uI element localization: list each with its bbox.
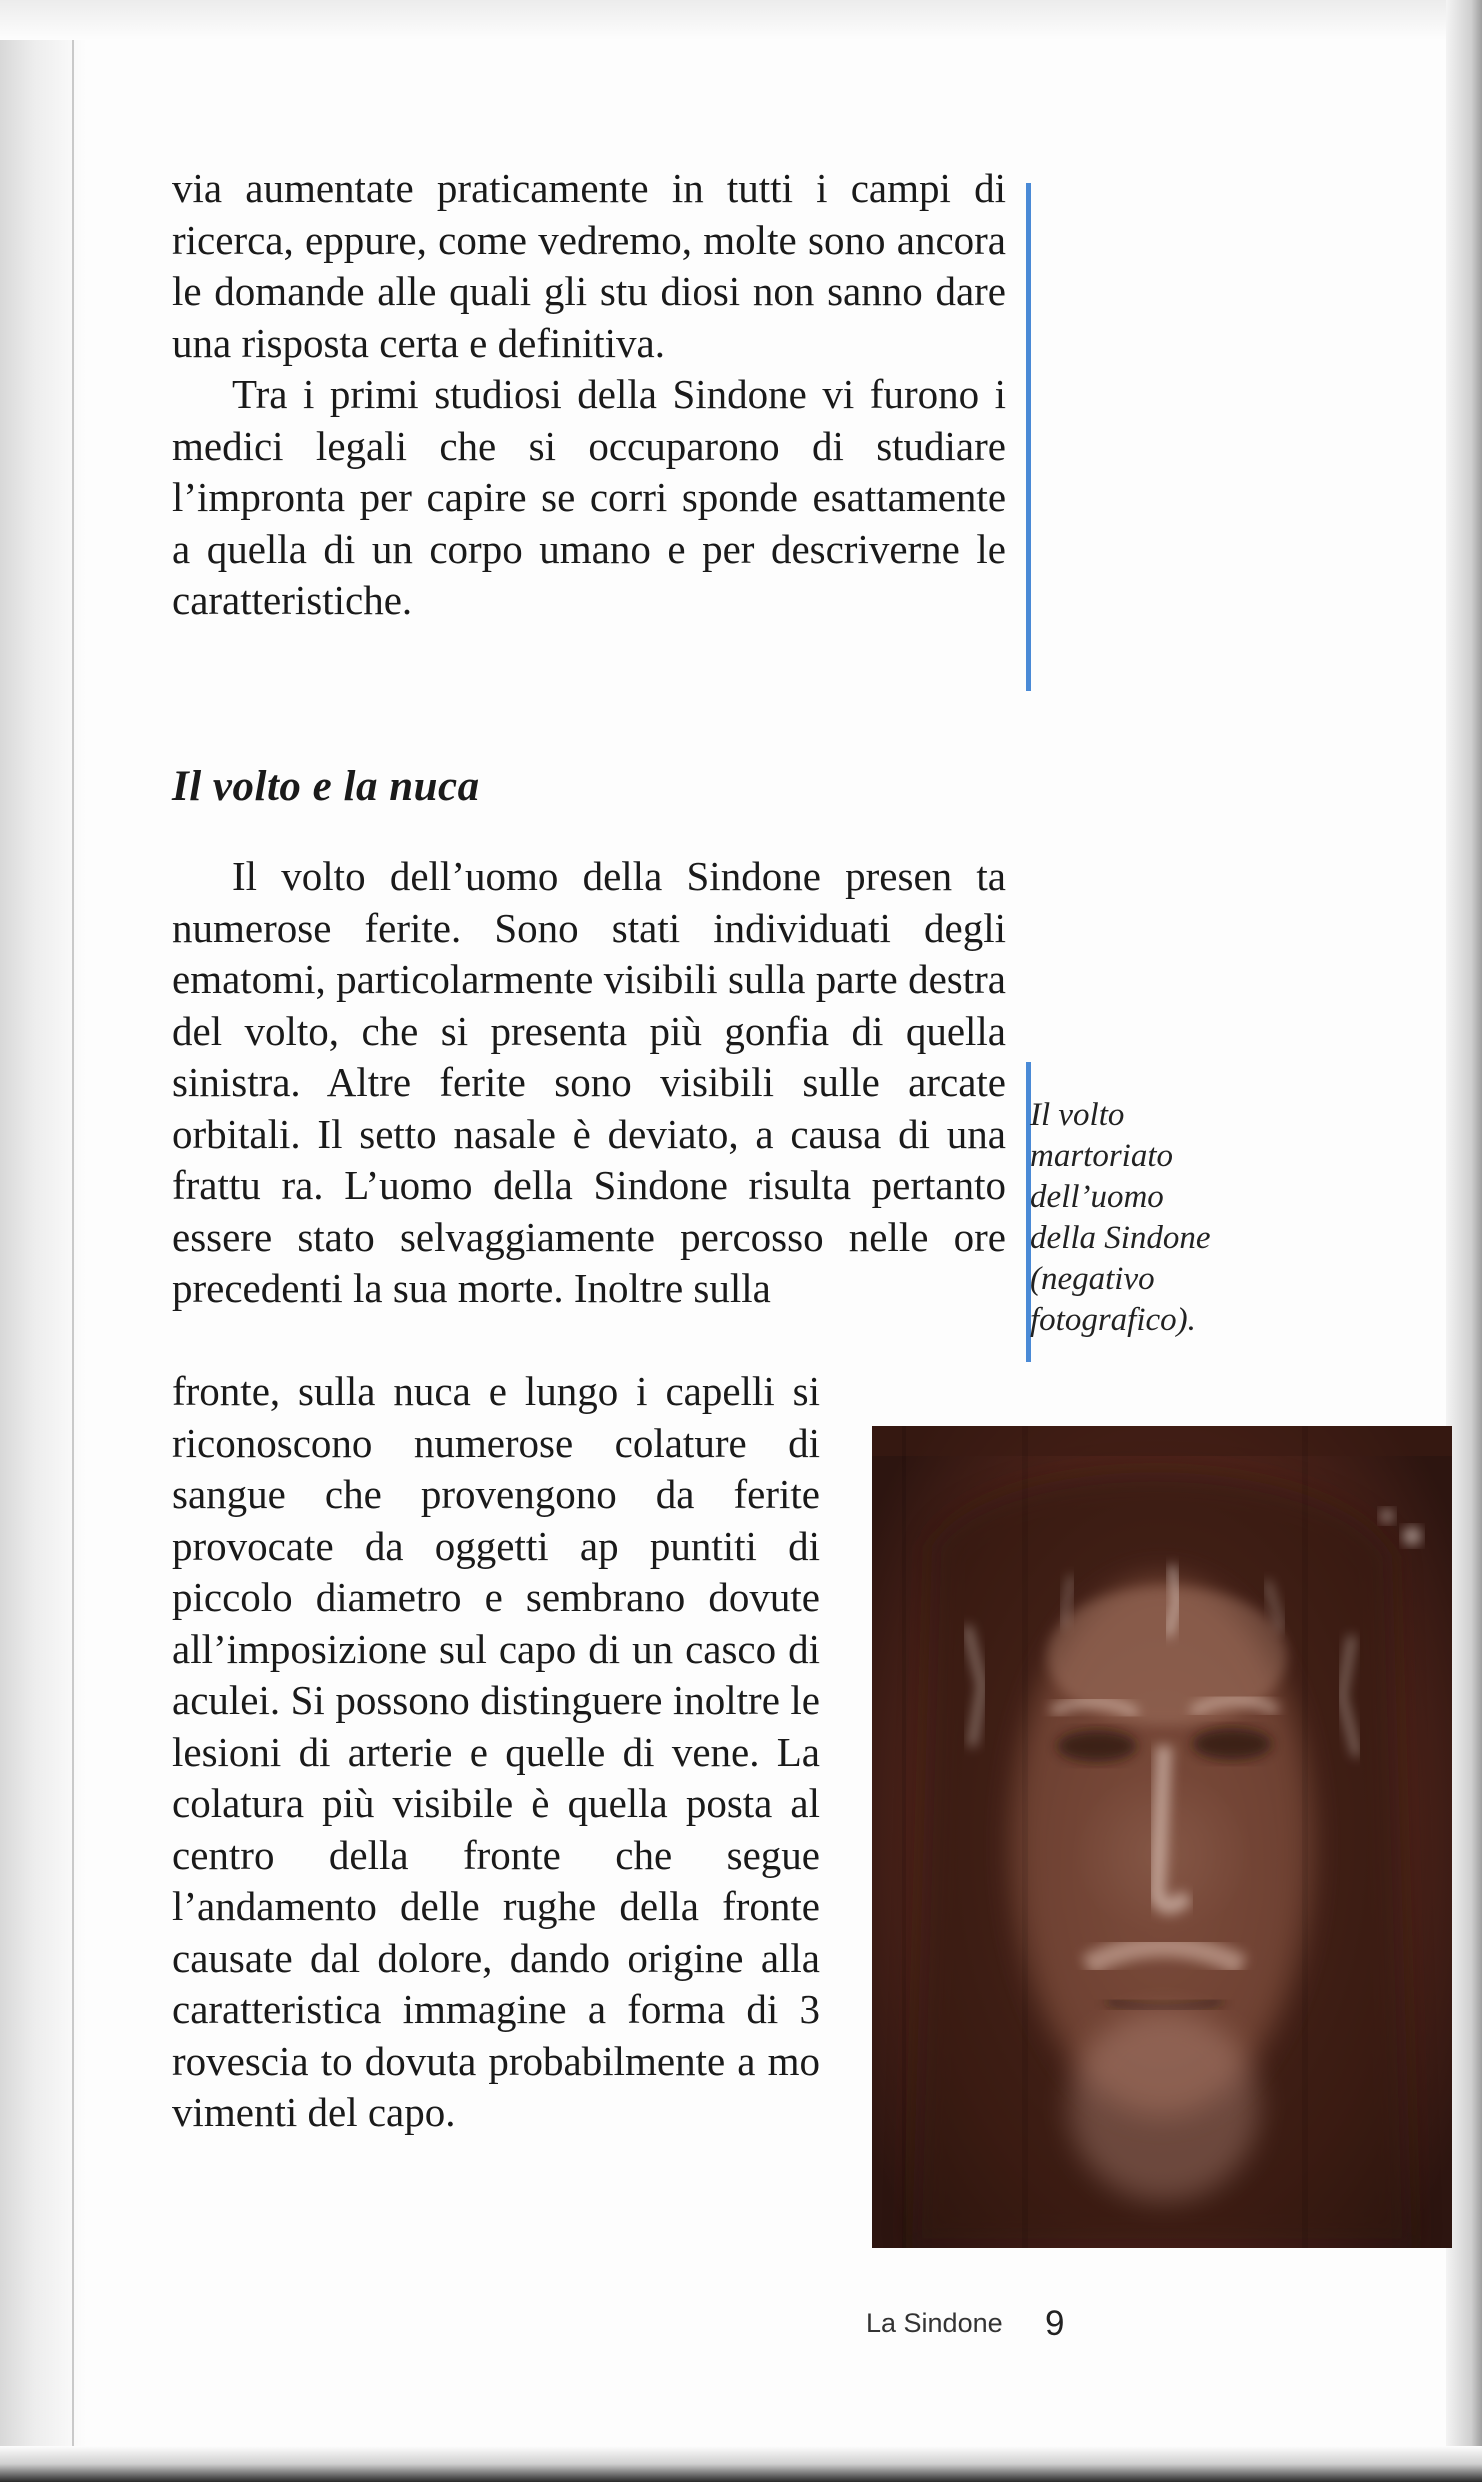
- paragraph-volto: Il volto dell’uomo della Sindone presen ta numerose ferite. Sono stati individuati degli ematomi, particolarmente visibili sulla parte destra del volto, che si presenta più gonfia di quella sinistra. Altre ferite sono visibili sulle arcate orbitali. Il setto nasale è deviato, a causa di una frattu ra. L’uomo della Sindone risulta pertanto essere stato selvaggiamente percosso nelle ore precedenti la sua morte. Inoltre sulla: [172, 853, 1007, 1311]
- scan-bottom-edge: [0, 2446, 1482, 2482]
- page-number: 9: [1045, 2304, 1065, 2343]
- body-text-wide: [172, 851, 1006, 1315]
- scan-top-shadow: [0, 0, 1482, 40]
- shroud-face-illustration: [872, 1426, 1452, 2248]
- intro-text: [172, 163, 1006, 627]
- section-heading: Il volto e la nuca: [172, 763, 480, 810]
- blue-margin-rule: [1026, 183, 1031, 691]
- paragraph-medici-legali: Tra i primi studiosi della Sindone vi furono i medici legali che si occuparono di studiare l’impronta per capire se corri sponde esattamente a quella di un corpo umano e per descriverne le caratteristiche.: [172, 371, 1007, 623]
- running-footer-title: La Sindone: [866, 2308, 1003, 2338]
- scan-gutter-line: [72, 0, 74, 2482]
- paragraph-continuation: via aumentate praticamente in tutti i campi di ricerca, eppure, come vedremo, molte sono ancora le domande alle quali gli stu diosi non sanno dare una risposta certa e definitiva.: [172, 165, 1007, 366]
- image-caption: Il volto martoriato dell’uomo della Sindone (negativo fotografico).: [1030, 1097, 1211, 1338]
- shroud-face-photo: [872, 1426, 1452, 2248]
- body-text-narrow: [172, 1366, 820, 2139]
- paragraph-volto-continued: fronte, sulla nuca e lungo i capelli si riconoscono numerose colature di sangue che provengono da ferite provocate da oggetti ap puntiti di piccolo diametro e sembrano dovute all’imposizione sul capo di un casco di aculei. Si possono distinguere inoltre le lesioni di arterie e quelle di vene. La colatura più visibile è quella posta al centro della fronte che segue l’andamento delle rughe della fronte causate dal dolore, dando origine alla caratteristica immagine a forma di 3 rovescia to dovuta probabilmente a mo vimenti del capo.: [172, 1368, 821, 2135]
